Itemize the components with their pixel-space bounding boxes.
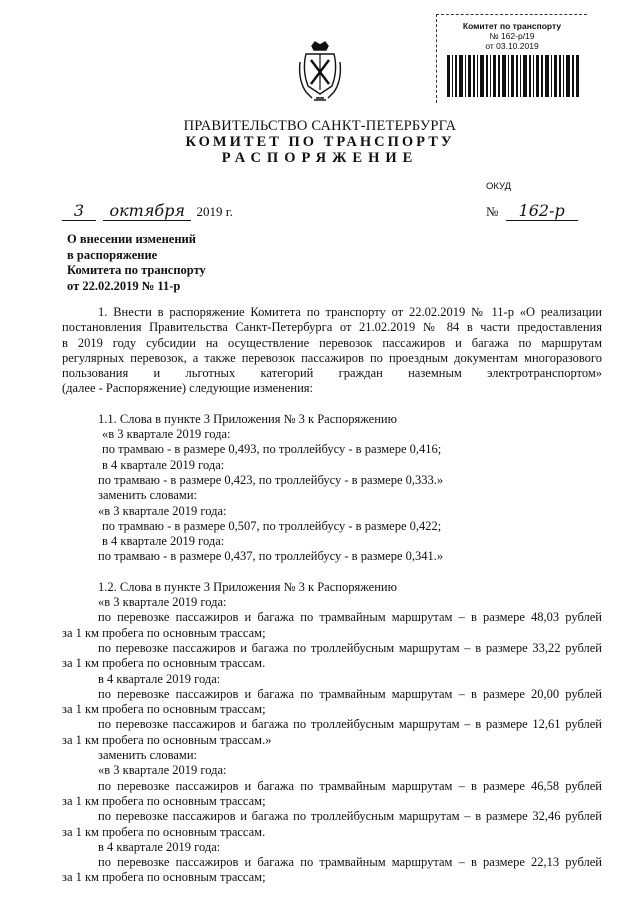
body-line: заменить словами: — [98, 748, 198, 763]
barcode-icon — [447, 55, 579, 97]
subject-line: Комитета по транспорту — [67, 263, 206, 277]
body-line: пользования и льготных категорий граждан наземным электротранспортом» — [62, 366, 602, 381]
number-prefix: № — [486, 204, 499, 219]
body-line: «в 3 квартале 2019 года: — [98, 595, 227, 610]
body-line: по перевозке пассажиров и багажа по троллейбусным маршрутам – в размере 12,61 рублей — [98, 717, 602, 732]
body-line: «в 3 квартале 2019 года: — [102, 427, 231, 442]
body-line: по перевозке пассажиров и багажа по троллейбусным маршрутам – в размере 32,46 рублей — [98, 809, 602, 824]
body-line: в 4 квартале 2019 года: — [98, 671, 221, 686]
government-title: ПРАВИТЕЛЬСТВО САНКТ-ПЕТЕРБУРГА — [183, 118, 457, 134]
body-line: по перевозке пассажиров и багажа по трамвайным маршрутам – в размере 46,58 рублей — [98, 778, 602, 793]
body-line: «в 3 квартале 2019 года: — [98, 503, 227, 518]
document-subject — [67, 232, 206, 294]
body-line: по трамваю - в размере 0,493, по троллейбусу - в размере 0,416; — [102, 442, 442, 457]
body-line: в 4 квартале 2019 года: — [102, 534, 225, 549]
document-type-title: РАСПОРЯЖЕНИЕ — [221, 150, 419, 166]
body-line: по трамваю - в размере 0,507, по троллейбусу - в размере 0,422; — [102, 518, 442, 533]
body-line: регулярных перевозок, а также перевозок пассажиров по проездным документам многоразового — [62, 350, 602, 365]
committee-title: КОМИТЕТ ПО ТРАНСПОРТУ — [185, 134, 455, 150]
body-line: 1. Внести в распоряжение Комитета по транспорту от 22.02.2019 № 11-р «О реализации — [98, 305, 602, 319]
body-line: по перевозке пассажиров и багажа по трамвайным маршрутам – в размере 48,03 рублей — [98, 610, 602, 625]
document-number — [486, 201, 578, 221]
stamp-date: от 03.10.2019 — [485, 41, 539, 51]
body-line: за 1 км пробега по основным трассам; — [62, 793, 266, 808]
document-body — [62, 305, 602, 886]
body-line: по трамваю - в размере 0,437, по троллейбусу - в размере 0,341.» — [98, 549, 444, 564]
body-line: за 1 км пробега по основным трассам.» — [62, 732, 272, 747]
document-date — [62, 201, 233, 221]
body-line: по перевозке пассажиров и багажа по троллейбусным маршрутам – в размере 33,22 рублей — [98, 640, 602, 655]
body-line: по перевозке пассажиров и багажа по трамвайным маршрутам – в размере 22,13 рублей — [98, 855, 602, 870]
section-1-2-title: 1.2. Слова в пункте 3 Приложения № 3 к Распоряжению — [98, 579, 397, 594]
body-line: в 4 квартале 2019 года: — [102, 457, 225, 472]
number-value: 162-р — [506, 201, 578, 221]
date-year: 2019 г. — [196, 204, 233, 219]
stamp-number: № 162-р/19 — [489, 31, 535, 41]
body-line: за 1 км пробега по основным трассам. — [62, 824, 266, 839]
body-line: в 2019 году субсидии на осуществление перевозок пассажиров и багажа по маршрутам — [62, 335, 602, 350]
okud-label: ОКУД — [486, 181, 512, 192]
body-line: за 1 км пробега по основным трассам. — [62, 656, 266, 671]
body-line: за 1 км пробега по основным трассам; — [62, 870, 266, 885]
subject-line: О внесении изменений — [67, 232, 196, 246]
subject-line: в распоряжение — [67, 247, 158, 262]
body-line: в 4 квартале 2019 года: — [98, 839, 221, 854]
stamp-committee: Комитет по транспорту — [462, 21, 562, 31]
date-month: октября — [103, 201, 191, 221]
body-line: (далее - Распоряжение) следующие изменения: — [62, 381, 314, 396]
section-1-1-title: 1.1. Слова в пункте 3 Приложения № 3 к Распоряжению — [98, 411, 397, 426]
coat-of-arms-icon — [298, 40, 342, 102]
body-line: по перевозке пассажиров и багажа по трамвайным маршрутам – в размере 20,00 рублей — [98, 686, 602, 701]
body-line: «в 3 квартале 2019 года: — [98, 763, 227, 778]
body-line: постановления Правительства Санкт-Петербурга от 21.02.2019 № 84 в части предоставления — [62, 320, 602, 335]
body-line: заменить словами: — [98, 488, 198, 503]
registration-stamp — [436, 14, 587, 103]
body-line: за 1 км пробега по основным трассам; — [62, 702, 266, 717]
body-line: за 1 км пробега по основным трассам; — [62, 625, 266, 640]
date-day: 3 — [62, 201, 96, 221]
body-line: по трамваю - в размере 0,423, по троллейбусу - в размере 0,333.» — [98, 472, 444, 487]
subject-line: от 22.02.2019 № 11-р — [67, 278, 181, 293]
